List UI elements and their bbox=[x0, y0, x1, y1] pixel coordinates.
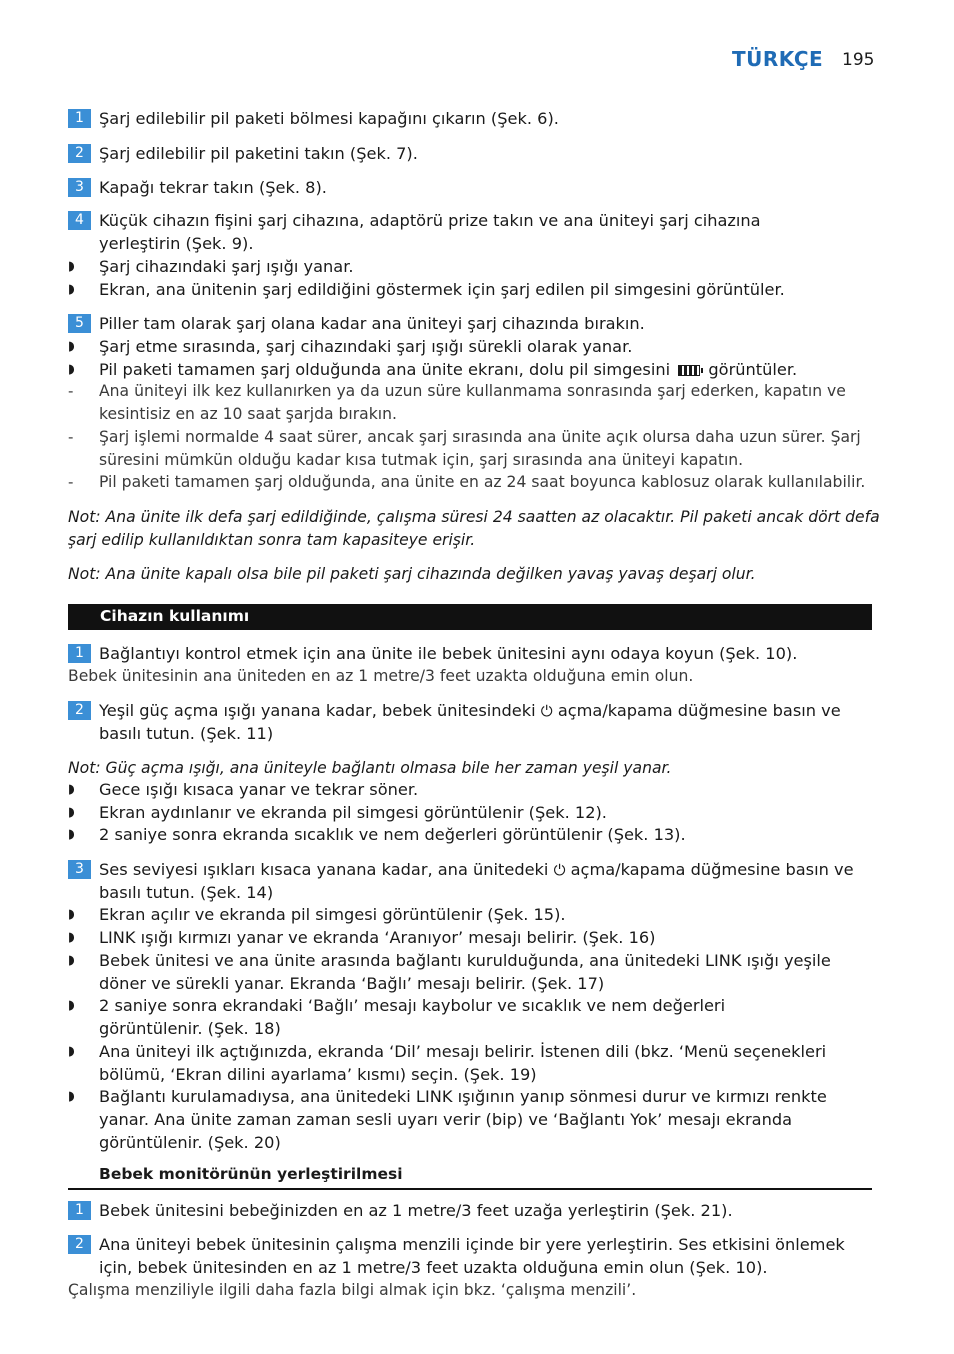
subsection-rule bbox=[68, 1188, 872, 1190]
bullet-icon: ◗ bbox=[68, 1089, 75, 1104]
step-number-badge: 2 bbox=[68, 144, 91, 163]
step-number-badge: 5 bbox=[68, 314, 91, 333]
result-text-with-icon bbox=[99, 358, 869, 381]
bullet-icon: ◗ bbox=[68, 805, 75, 820]
dash-marker: - bbox=[68, 473, 74, 491]
step-number-badge: 1 bbox=[68, 644, 91, 663]
power-icon: ⏻ bbox=[540, 702, 553, 720]
power-icon: ⏻ bbox=[553, 861, 566, 879]
step-number-badge: 3 bbox=[68, 178, 91, 197]
result-text: 2 saniye sonra ekrandaki ‘Bağlı’ mesajı kaybolur ve sıcaklık ve nem değerleri bbox=[99, 996, 726, 1015]
bullet-icon: ◗ bbox=[68, 282, 75, 297]
bullet-icon: ◗ bbox=[68, 953, 75, 968]
dash-marker: - bbox=[68, 428, 74, 446]
result-text-continued: görüntülenir. (Şek. 18) bbox=[99, 1019, 281, 1038]
bullet-icon: ◗ bbox=[68, 259, 75, 274]
step-text-part: açma/kapama düğmesine basın ve bbox=[570, 860, 854, 879]
result-text: Ekran aydınlanır ve ekranda pil simgesi görüntülenir (Şek. 12). bbox=[99, 803, 607, 822]
result-text-part: Pil paketi tamamen şarj olduğunda ana ünite ekranı, dolu pil simgesini bbox=[99, 360, 671, 379]
tip-text: Pil paketi tamamen şarj olduğunda, ana ünite en az 24 saat boyunca kablosuz olarak kullanılabilir. bbox=[99, 473, 866, 491]
result-text: Ekran, ana ünitenin şarj edildiğini göstermek için şarj edilen pil simgesini görüntüler. bbox=[99, 280, 785, 299]
step-text-part: Ses seviyesi ışıkları kısaca yanana kadar, ana ünitedeki bbox=[99, 860, 549, 879]
bullet-icon: ◗ bbox=[68, 1044, 75, 1059]
dash-marker: - bbox=[68, 382, 74, 400]
step-text: Bebek ünitesini bebeğinizden en az 1 metre/3 feet uzağa yerleştirin (Şek. 21). bbox=[99, 1201, 733, 1220]
bullet-icon: ◗ bbox=[68, 827, 75, 842]
step-number-badge: 2 bbox=[68, 1235, 91, 1254]
step-text: Ana üniteyi bebek ünitesinin çalışma menzili içinde bir yere yerleştirin. Ses etkisini önlemek bbox=[99, 1235, 845, 1254]
result-text: Bağlantı kurulamadıysa, ana ünitedeki LINK ışığının yanıp sönmesi durur ve kırmızı renkte bbox=[99, 1087, 827, 1106]
note-text: Not: Güç açma ışığı, ana üniteyle bağlantı olmasa bile her zaman yeşil yanar. bbox=[68, 759, 672, 777]
step-number-badge: 4 bbox=[68, 211, 91, 230]
result-text-part: görüntüler. bbox=[708, 360, 798, 379]
step-text: Küçük cihazın fişini şarj cihazına, adaptörü prize takın ve ana üniteyi şarj cihazına bbox=[99, 211, 761, 230]
result-text: 2 saniye sonra ekranda sıcaklık ve nem değerleri görüntülenir (Şek. 13). bbox=[99, 825, 686, 844]
bullet-icon: ◗ bbox=[68, 339, 75, 354]
page-number: 195 bbox=[842, 50, 875, 70]
step-text bbox=[99, 699, 869, 723]
tip-text-continued: süresini mümkün olduğu kadar kısa tutmak için, şarj sırasında ana üniteyi kapatın. bbox=[99, 451, 744, 469]
note-text: Not: Ana ünite ilk defa şarj edildiğinde, çalışma süresi 24 saatten az olacaktır. Pil paketi ancak dört defa bbox=[68, 508, 880, 526]
result-text-continued: görüntülenir. (Şek. 20) bbox=[99, 1133, 281, 1152]
step-number-badge: 1 bbox=[68, 109, 91, 128]
step-text: Piller tam olarak şarj olana kadar ana üniteyi şarj cihazında bırakın. bbox=[99, 314, 645, 333]
battery-full-icon bbox=[678, 365, 700, 376]
step-number-badge: 3 bbox=[68, 860, 91, 879]
result-text: Ekran açılır ve ekranda pil simgesi görüntülenir (Şek. 15). bbox=[99, 905, 566, 924]
language-header: TÜRKÇE bbox=[732, 47, 824, 71]
step-text: Kapağı tekrar takın (Şek. 8). bbox=[99, 178, 327, 197]
result-text: LINK ışığı kırmızı yanar ve ekranda ‘Aranıyor’ mesajı belirir. (Şek. 16) bbox=[99, 928, 656, 947]
step-text-continued: için, bebek ünitesinden en az 1 metre/3 feet uzakta olduğuna emin olun (Şek. 10). bbox=[99, 1258, 768, 1277]
note-text-continued: şarj edilip kullanıldıktan sonra tam kapasiteye erişir. bbox=[68, 531, 476, 549]
bullet-icon: ◗ bbox=[68, 930, 75, 945]
step-number-badge: 1 bbox=[68, 1201, 91, 1220]
bullet-icon: ◗ bbox=[68, 782, 75, 797]
note-text: Not: Ana ünite kapalı olsa bile pil paketi şarj cihazında değilken yavaş yavaş deşarj olur. bbox=[68, 565, 756, 583]
tip-text: Şarj işlemi normalde 4 saat sürer, ancak şarj sırasında ana ünite açık olursa daha uzun sürer. Şarj bbox=[99, 428, 861, 446]
tip-text: Ana üniteyi ilk kez kullanırken ya da uzun süre kullanmama sonrasında şarj ederken, kapatın ve bbox=[99, 382, 846, 400]
section-title: Cihazın kullanımı bbox=[100, 607, 250, 625]
result-text-continued: döner ve sürekli yanar. Ekranda ‘Bağlı’ mesajı belirir. (Şek. 17) bbox=[99, 974, 605, 993]
result-text: Bebek ünitesi ve ana ünite arasında bağlantı kurulduğunda, ana ünitedeki LINK ışığı yeşile bbox=[99, 951, 831, 970]
result-text: Şarj cihazındaki şarj ışığı yanar. bbox=[99, 257, 354, 276]
step-text-continued: yerleştirin (Şek. 9). bbox=[99, 234, 254, 253]
subsection-title: Bebek monitörünün yerleştirilmesi bbox=[99, 1165, 403, 1183]
bullet-icon: ◗ bbox=[68, 998, 75, 1013]
step-text-continued: basılı tutun. (Şek. 11) bbox=[99, 724, 274, 743]
step-number-badge: 2 bbox=[68, 701, 91, 720]
result-text: Şarj etme sırasında, şarj cihazındaki şarj ışığı sürekli olarak yanar. bbox=[99, 337, 633, 356]
tip-text-continued: kesintisiz en az 10 saat şarjda bırakın. bbox=[99, 405, 397, 423]
result-text-continued: yanar. Ana ünite zaman zaman sesli uyarı verir (bip) ve ‘Bağlantı Yok’ mesajı ekranda bbox=[99, 1110, 793, 1129]
step-text-part: Yeşil güç açma ışığı yanana kadar, bebek ünitesindeki bbox=[99, 701, 536, 720]
bullet-icon: ◗ bbox=[68, 362, 75, 377]
result-text-continued: bölümü, ‘Ekran dilini ayarlama’ kısmı) seçin. (Şek. 19) bbox=[99, 1065, 537, 1084]
step-text: Şarj edilebilir pil paketi bölmesi kapağını çıkarın (Şek. 6). bbox=[99, 109, 559, 128]
section-title-bar bbox=[68, 604, 872, 630]
step-text: Bağlantıyı kontrol etmek için ana ünite ile bebek ünitesini aynı odaya koyun (Şek. 10). bbox=[99, 644, 798, 663]
step-text: Şarj edilebilir pil paketini takın (Şek. 7). bbox=[99, 144, 418, 163]
step-text-part: açma/kapama düğmesine basın ve bbox=[557, 701, 841, 720]
step-text bbox=[99, 858, 869, 882]
result-text: Ana üniteyi ilk açtığınızda, ekranda ‘Dil’ mesajı belirir. İstenen dili (bkz. ‘Menü seçenekleri bbox=[99, 1042, 827, 1061]
step-subtext: Bebek ünitesinin ana üniteden en az 1 metre/3 feet uzakta olduğuna emin olun. bbox=[68, 667, 694, 685]
bullet-icon: ◗ bbox=[68, 907, 75, 922]
step-text-continued: basılı tutun. (Şek. 14) bbox=[99, 883, 274, 902]
step-subtext: Çalışma menziliyle ilgili daha fazla bilgi almak için bkz. ‘çalışma menzili’. bbox=[68, 1281, 637, 1299]
result-text: Gece ışığı kısaca yanar ve tekrar söner. bbox=[99, 780, 419, 799]
